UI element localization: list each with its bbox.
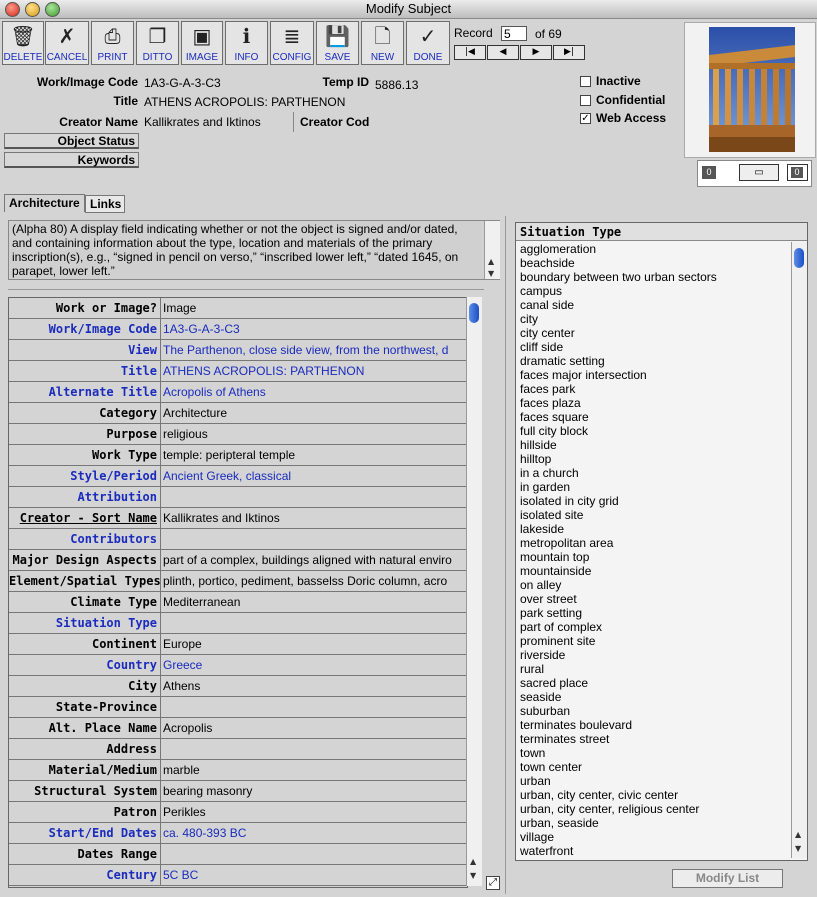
image-icon: ▣ (192, 24, 212, 48)
creator-cod-label: Creator Cod (300, 115, 370, 129)
image-controls (697, 160, 812, 187)
field-label: State-Province (9, 697, 161, 717)
ditto-button[interactable] (136, 21, 179, 65)
table-row (9, 403, 467, 424)
fields-scrollbar[interactable] (466, 297, 482, 886)
config-button[interactable] (270, 21, 314, 65)
image-index-left: 0 (702, 166, 716, 179)
situation-panel-title: Situation Type (516, 223, 807, 241)
field-label: Address (9, 739, 161, 759)
table-row (9, 529, 467, 550)
field-value[interactable]: Kallikrates and Iktinos (163, 511, 280, 525)
header-divider (293, 112, 294, 132)
field-value[interactable]: Ancient Greek, classical (163, 469, 292, 483)
field-label: Major Design Aspects (9, 550, 161, 570)
list-item[interactable]: part of complex (520, 620, 603, 634)
list-item[interactable]: over street (520, 592, 577, 606)
toolbar-button-label: IMAGE (185, 52, 219, 63)
delete-button[interactable] (2, 21, 44, 65)
field-label: Structural System (9, 781, 161, 801)
field-label[interactable]: Alternate Title (9, 382, 161, 402)
window-title: Modify Subject (365, 1, 452, 16)
ditto-icon: ❐ (148, 24, 167, 48)
table-row (9, 781, 467, 802)
field-value[interactable]: Image (163, 301, 197, 315)
list-item[interactable]: faces park (520, 382, 576, 396)
field-label: Climate Type (9, 592, 161, 612)
config-icon: ≣ (283, 24, 301, 48)
field-label[interactable]: Country (9, 655, 161, 675)
table-row (9, 655, 467, 676)
object-status-button[interactable]: Object Status (4, 133, 139, 149)
confidential-label: Confidential (596, 93, 666, 107)
list-item[interactable]: faces major intersection (520, 368, 647, 382)
list-item[interactable]: hillside (520, 438, 557, 452)
done-button[interactable] (406, 21, 450, 65)
list-item[interactable]: metropolitan area (520, 536, 614, 550)
confidential-checkbox[interactable] (580, 95, 591, 106)
list-item[interactable]: in a church (520, 466, 579, 480)
field-label: Material/Medium (9, 760, 161, 780)
field-value[interactable]: ATHENS ACROPOLIS: PARTHENON (163, 364, 365, 378)
list-item[interactable]: terminates street (520, 732, 610, 746)
toolbar-button-label: DONE (413, 52, 443, 63)
zoom-window-icon[interactable] (45, 2, 60, 17)
field-label: Category (9, 403, 161, 423)
keywords-button[interactable]: Keywords (4, 152, 139, 168)
table-row (9, 592, 467, 613)
field-value[interactable]: religious (163, 427, 208, 441)
field-label: Element/Spatial Types (9, 571, 161, 591)
temp-id-label: Temp ID (322, 75, 369, 89)
field-value[interactable]: Mediterranean (163, 595, 241, 609)
field-value[interactable] (163, 844, 463, 864)
list-item[interactable]: full city block (520, 424, 589, 438)
field-value[interactable] (163, 487, 463, 507)
list-item[interactable]: canal side (520, 298, 575, 312)
field-value[interactable]: marble (163, 763, 200, 777)
modify-list-button[interactable]: Modify List (672, 869, 783, 888)
new-button[interactable] (361, 21, 404, 65)
table-row (9, 760, 467, 781)
tab-links[interactable]: Links (85, 195, 125, 213)
list-item[interactable]: terminates boulevard (520, 718, 633, 732)
list-item[interactable]: urban, city center, religious center (520, 802, 700, 816)
fields-scroll-thumb[interactable] (469, 303, 479, 323)
table-row (9, 613, 467, 634)
info-icon: ℹ (242, 24, 251, 48)
list-item[interactable]: riverside (520, 648, 566, 662)
list-item[interactable]: beachside (520, 256, 575, 270)
toolbar-button-label: CANCEL (46, 52, 88, 63)
field-value[interactable] (163, 739, 463, 759)
list-item[interactable]: hilltop (520, 452, 552, 466)
field-value[interactable]: Europe (163, 637, 202, 651)
close-window-icon[interactable] (5, 2, 20, 17)
checkmark-icon: ✓ (419, 24, 437, 48)
image-index-right-button[interactable]: 0 (787, 164, 808, 181)
field-help-text (8, 220, 500, 280)
toolbar-button-label: PRINT (97, 52, 128, 63)
field-value[interactable]: bearing masonry (163, 784, 253, 798)
table-row (9, 550, 467, 571)
field-value[interactable]: 5C BC (163, 868, 199, 882)
field-value[interactable]: The Parthenon, close side view, from the northwest, d (163, 343, 449, 357)
toolbar-button-label: INFO (234, 52, 259, 63)
field-value[interactable]: ca. 480-393 BC (163, 826, 247, 840)
creator-name-label: Creator Name (59, 115, 138, 129)
table-row (9, 445, 467, 466)
toolbar-button-label: SAVE (324, 52, 351, 63)
list-item[interactable]: urban (520, 774, 551, 788)
table-row (9, 298, 467, 319)
field-value[interactable] (163, 613, 463, 633)
toolbar-button-label: NEW (370, 52, 395, 63)
field-label: City (9, 676, 161, 696)
table-row (9, 865, 467, 886)
scroll-down-icon[interactable]: ▼ (488, 269, 495, 278)
toolbar-button-label: DITTO (142, 52, 173, 63)
table-row (9, 697, 467, 718)
record-label: Record (454, 26, 493, 40)
save-icon: 💾 (325, 24, 350, 48)
toolbar-button-label: CONFIG (272, 52, 312, 63)
list-item[interactable]: suburban (520, 704, 571, 718)
table-row (9, 361, 467, 382)
situation-type-panel (515, 222, 808, 861)
field-label: Work Type (9, 445, 161, 465)
next-record-button[interactable]: ▶ (520, 45, 552, 60)
field-label: Continent (9, 634, 161, 654)
title-value[interactable]: ATHENS ACROPOLIS: PARTHENON (144, 95, 346, 109)
help-scrollbar[interactable] (484, 221, 500, 279)
list-item[interactable]: cliff side (520, 340, 564, 354)
field-value[interactable]: part of a complex, buildings aligned with natural enviro (163, 553, 452, 567)
list-item[interactable]: city center (520, 326, 575, 340)
list-item[interactable]: urban, seaside (520, 816, 599, 830)
fields-table (8, 297, 468, 888)
first-record-button[interactable]: |◀ (454, 45, 486, 60)
list-item[interactable]: urban, city center, civic center (520, 788, 679, 802)
list-item[interactable]: town center (520, 760, 583, 774)
list-item[interactable]: agglomeration (520, 242, 597, 256)
last-record-button[interactable]: ▶| (553, 45, 585, 60)
work-image-code-label: Work/Image Code (36, 75, 138, 89)
work-image-code-value[interactable]: 1A3-G-A-3-C3 (144, 76, 221, 90)
tab-architecture[interactable]: Architecture (4, 194, 85, 212)
list-item[interactable]: city (520, 312, 538, 326)
field-label: Dates Range (9, 844, 161, 864)
situation-scroll-up-icon[interactable]: ▲ (795, 830, 802, 839)
parthenon-photo-icon (709, 27, 795, 152)
previous-record-button[interactable]: ◀ (487, 45, 519, 60)
table-row (9, 487, 467, 508)
cancel-button[interactable] (45, 21, 89, 65)
web-access-checkbox[interactable]: ✓ (581, 113, 590, 124)
table-row (9, 823, 467, 844)
trash-icon: 🗑 (10, 24, 36, 48)
print-button[interactable] (91, 21, 134, 65)
table-row (9, 739, 467, 760)
list-item[interactable]: dramatic setting (520, 354, 605, 368)
field-value[interactable]: Acropolis (163, 721, 213, 735)
record-count: of 69 (535, 27, 562, 41)
list-item[interactable]: faces plaza (520, 396, 581, 410)
field-label: Patron (9, 802, 161, 822)
field-value[interactable] (163, 529, 463, 549)
table-row (9, 571, 467, 592)
field-label: Work or Image? (9, 298, 161, 318)
object-image (684, 22, 816, 158)
temp-id-value: 5886.13 (375, 78, 419, 92)
situation-type-list (520, 242, 788, 858)
inactive-label: Inactive (596, 74, 641, 88)
scroll-up-icon[interactable]: ▲ (488, 257, 495, 266)
save-button[interactable] (316, 21, 359, 65)
list-item[interactable]: faces square (520, 410, 589, 424)
list-item[interactable]: rural (520, 662, 545, 676)
table-row (9, 319, 467, 340)
creator-name-value[interactable]: Kallikrates and Iktinos (144, 115, 261, 129)
table-row (9, 802, 467, 823)
list-item[interactable]: isolated site (520, 508, 584, 522)
field-value[interactable]: 1A3-G-A-3-C3 (163, 322, 240, 336)
situation-scrollbar[interactable] (791, 242, 807, 858)
table-row (9, 508, 467, 529)
list-item[interactable]: town (520, 746, 546, 760)
field-value[interactable]: Greece (163, 658, 203, 672)
table-row (9, 424, 467, 445)
image-button[interactable] (181, 21, 223, 65)
field-label[interactable]: Century (9, 865, 161, 885)
title-bar (0, 0, 817, 19)
table-row (9, 844, 467, 865)
toolbar-button-label: DELETE (3, 52, 43, 63)
field-label: Alt. Place Name (9, 718, 161, 738)
field-label[interactable]: View (9, 340, 161, 360)
title-label: Title (113, 94, 138, 108)
table-row (9, 718, 467, 739)
field-label[interactable]: Title (9, 361, 161, 381)
fields-scroll-down-icon[interactable]: ▼ (470, 871, 477, 880)
field-label[interactable]: Situation Type (9, 613, 161, 633)
situation-scroll-thumb[interactable] (794, 248, 804, 268)
table-row (9, 634, 467, 655)
pane-divider (505, 216, 506, 894)
list-item[interactable]: lakeside (520, 522, 565, 536)
table-row (9, 340, 467, 361)
section-divider (8, 289, 484, 290)
field-value[interactable]: Acropolis of Athens (163, 385, 266, 399)
minimize-window-icon[interactable] (25, 2, 40, 17)
field-value[interactable]: Athens (163, 679, 201, 693)
list-item[interactable]: mountain top (520, 550, 590, 564)
table-row (9, 676, 467, 697)
field-label[interactable]: Attribution (9, 487, 161, 507)
fields-scroll-up-icon[interactable]: ▲ (470, 857, 477, 866)
printer-icon: ⎙ (104, 24, 121, 48)
new-document-icon: 🗋 (374, 24, 391, 48)
list-item[interactable]: seaside (520, 690, 562, 704)
list-item[interactable]: waterfront (520, 844, 574, 858)
table-row (9, 382, 467, 403)
list-item[interactable]: boundary between two urban sectors (520, 270, 717, 284)
field-value[interactable]: Perikles (163, 805, 206, 819)
list-item[interactable]: sacred place (520, 676, 589, 690)
list-item[interactable]: isolated in city grid (520, 494, 619, 508)
help-text: (Alpha 80) A display field indicating whether or not the object is signed and/or dated, and containing information about the type, location and materials of the primary inscription(s), e.g., “signed in pencil on verso,” “inscribed lower left,” “dated 1645, on parapet, lower left.” (12, 222, 459, 278)
resize-icon[interactable]: ⤢ (486, 876, 500, 890)
image-slider-button[interactable]: ▭ (739, 164, 779, 181)
situation-scroll-down-icon[interactable]: ▼ (795, 844, 802, 853)
list-item[interactable]: village (520, 830, 555, 844)
field-label[interactable]: Contributors (9, 529, 161, 549)
list-item[interactable]: prominent site (520, 634, 596, 648)
web-access-label: Web Access (596, 111, 667, 125)
info-button[interactable] (225, 21, 268, 65)
cancel-icon: ✗ (58, 24, 76, 48)
field-value[interactable]: temple: peripteral temple (163, 448, 296, 462)
list-item[interactable]: campus (520, 284, 563, 298)
list-item[interactable]: on alley (520, 578, 562, 592)
field-value[interactable] (163, 697, 463, 717)
field-value[interactable]: Architecture (163, 406, 228, 420)
list-item[interactable]: park setting (520, 606, 583, 620)
inactive-checkbox[interactable] (580, 76, 591, 87)
list-item[interactable]: in garden (520, 480, 571, 494)
field-label: Purpose (9, 424, 161, 444)
field-label[interactable]: Creator - Sort Name (9, 508, 161, 528)
record-number-input[interactable]: 5 (501, 26, 527, 41)
field-label[interactable]: Work/Image Code (9, 319, 161, 339)
field-label[interactable]: Style/Period (9, 466, 161, 486)
field-label[interactable]: Start/End Dates (9, 823, 161, 843)
table-row (9, 466, 467, 487)
list-item[interactable]: mountainside (520, 564, 592, 578)
field-value[interactable]: plinth, portico, pediment, basselss Doric column, acro (163, 574, 448, 588)
